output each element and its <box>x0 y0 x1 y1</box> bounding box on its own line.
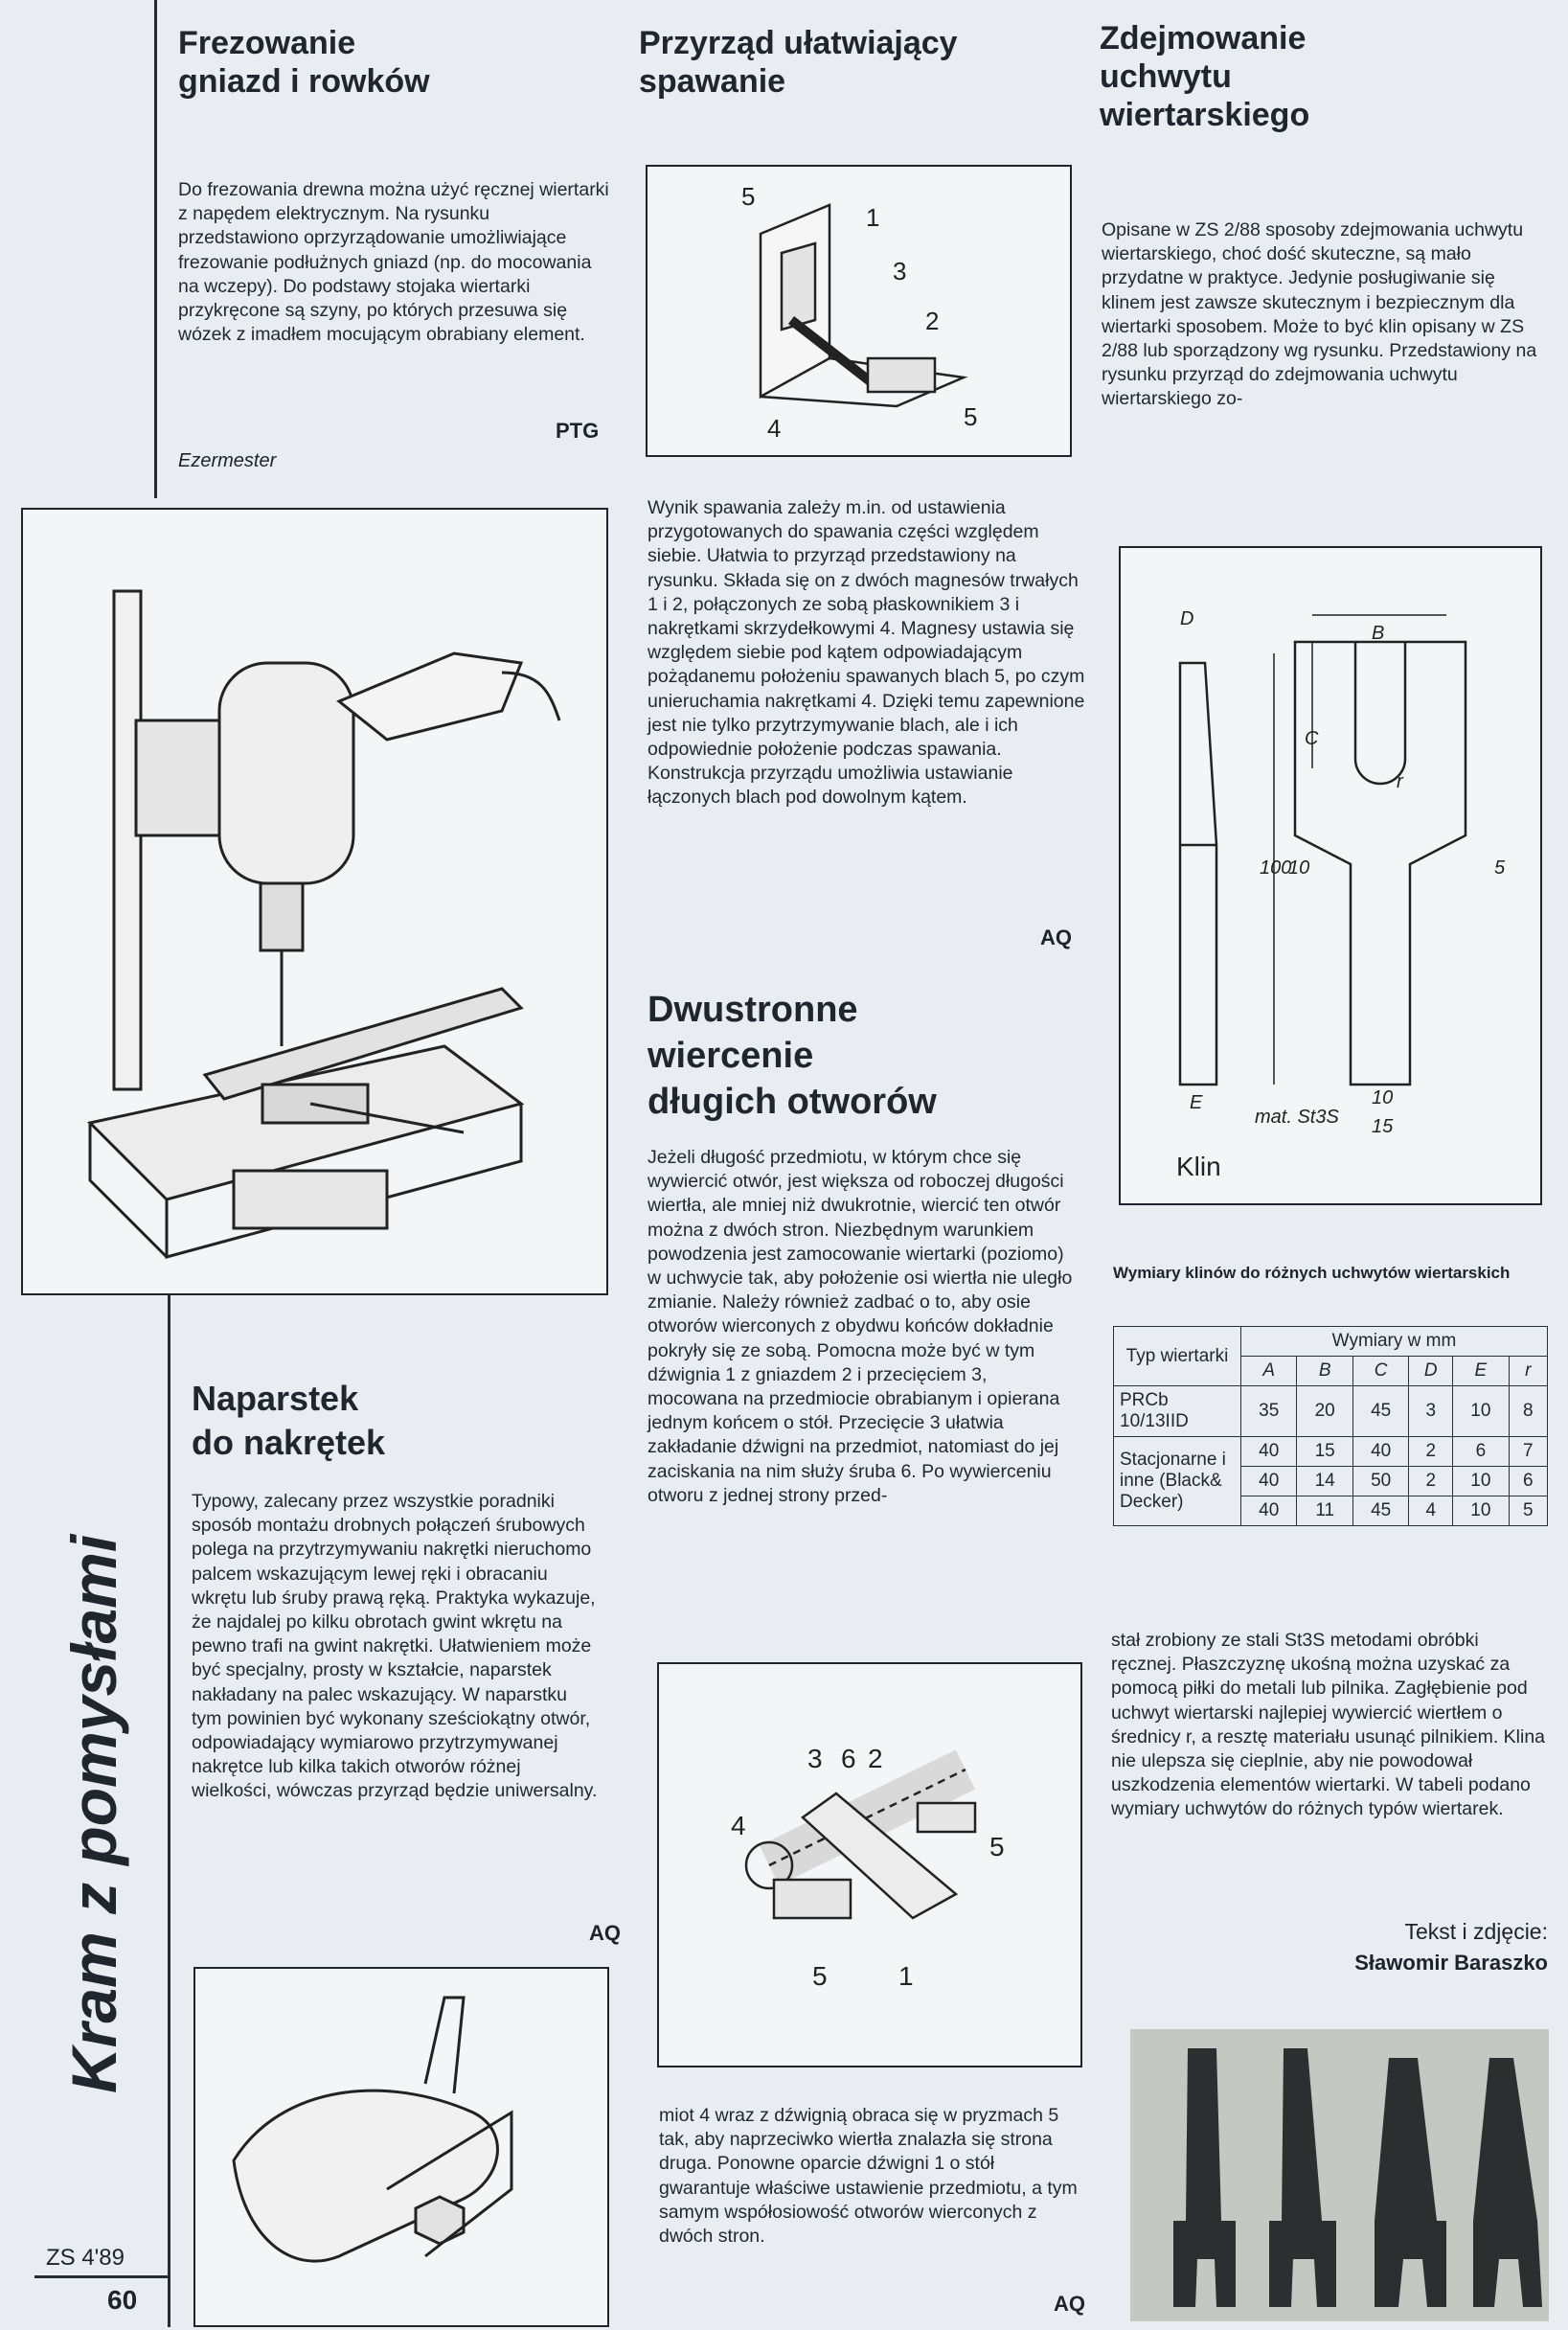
article-title-frezowanie <box>178 24 430 101</box>
signature: PTG <box>556 419 600 443</box>
long-hole-drilling-figure <box>657 1662 1082 2067</box>
drawing-caption: Klin <box>1176 1152 1221 1181</box>
article-title-zdejmowanie <box>1100 19 1309 134</box>
article-body-wiercenie-part1: Jeżeli długość przedmiotu, w którym chce się wywiercić otwór, jest większa od roboczej długości wiertła, ale mniej niż dwukrotnie, wiercić ten otwór można z dwóch stron. Niezbędnym warunkiem powodzenia jest zamocowanie wiertarki (poziomo) w uchwycie tak, aby położenie osi wiertła nie uległo zmianie. Należy również zadbać o to, aby osie otworów wierconych z obydwu końców dokładnie pokryły się ze sobą. Pomocna może być w tym dźwignia 1 z gniazdem 2 i przecięciem 3, mocowana na przedmiocie obrabianym i opierana jednym końcem o stół. Przecięcie 3 ułatwia zakładanie dźwigni na przedmiot, natomiast do jej zaciskania na nim służy śruba 6. Po wywierceniu otworu z jednej strony przed- <box>648 1147 1073 1506</box>
signature: AQ <box>1054 2292 1085 2316</box>
title-line: wiercenie <box>648 1036 814 1076</box>
article-title-wiercenie <box>648 987 937 1125</box>
row-type: PRCb 10/13IID <box>1114 1386 1241 1437</box>
table-caption: Wymiary klinów do różnych uchwytów wiertarskich <box>1113 1264 1511 1282</box>
issue-label: ZS 4'89 <box>46 2245 125 2271</box>
fig-label: 1 <box>866 203 880 232</box>
fig-label: 4 <box>767 414 782 443</box>
cell: 5 <box>1509 1496 1547 1526</box>
cell: 15 <box>1297 1437 1352 1467</box>
article-body-naparstek: Typowy, zalecany przez wszystkie poradniki sposób montażu drobnych połączeń śrubowych polega na przytrzymywaniu nakrętki nieruchomo palcem wskazującym lewej ręki i obracaniu wkrętu lub śruby prawą ręką. Praktyka wykazuje, że najdalej po kilku obrotach gwint wkrętu na pewno trafi na gwint nakrętki. Ułatwieniem może być specjalny, prosty w kształcie, naparstek nakładany na palec wskazujący. W naparstku tym powinien być wykonany sześciokątny otwór, odpowiadający wymiarowo przytrzymywanej nakrętce lub kilka takich otworów różnej wielkości, wówczas przyrząd będzie uniwersalny. <box>192 1491 598 1802</box>
cell: 6 <box>1453 1437 1509 1467</box>
wedge-dimensions-table <box>1113 1326 1548 1526</box>
page-number: 60 <box>107 2285 138 2315</box>
cell: 10 <box>1453 1386 1509 1437</box>
col-header: D <box>1409 1357 1453 1386</box>
wedges-photo-drawing <box>1130 2029 1549 2321</box>
author-name: Sławomir Baraszko <box>1354 1951 1548 1975</box>
drill-stand-drawing <box>23 510 606 1293</box>
title-line: długich otworów <box>648 1082 937 1122</box>
table-row <box>1114 1386 1548 1437</box>
title-line: gniazd i rowków <box>178 63 430 100</box>
cell: 20 <box>1297 1386 1352 1437</box>
fig-label: 1 <box>898 1961 914 1991</box>
fig-label: 3 <box>807 1744 823 1773</box>
cell: 3 <box>1409 1386 1453 1437</box>
title-line: do nakrętek <box>192 1423 386 1462</box>
dim-label: r <box>1397 771 1403 792</box>
column-rule-bottom <box>168 1289 170 2327</box>
cell: 11 <box>1297 1496 1352 1526</box>
wedge-drawing-figure <box>1119 546 1542 1205</box>
section-title: Kram z pomysłami <box>58 1534 129 2093</box>
column-rule-top <box>154 0 157 498</box>
source-label: Ezermester <box>178 450 277 471</box>
cell: 45 <box>1352 1386 1408 1437</box>
title-line: Naparstek <box>192 1379 359 1418</box>
cell: 45 <box>1352 1496 1408 1526</box>
signature: AQ <box>589 1921 621 1945</box>
cell: 40 <box>1241 1496 1297 1526</box>
article-body-zdejmowanie-part1: Opisane w ZS 2/88 sposoby zdejmowania uchwytu wiertarskiego, choć dość skuteczne, są mało przydatne w praktyce. Jedynie posługiwanie się klinem jest zawsze skutecznym i bezpiecznym dla wiertarki sposobem. Może to być klin opisany w ZS 2/88 lub sporządzony wg rysunku. Przedstawiony na rysunku przyrząd do zdejmowania uchwytu wiertarskiego zo- <box>1102 219 1537 410</box>
cell: 4 <box>1409 1496 1453 1526</box>
article-title-spawanie <box>639 24 958 101</box>
credit-line: Tekst i zdjęcie: <box>1404 1919 1548 1944</box>
dim-label: 10 <box>1288 857 1310 879</box>
article-body-wiercenie-part2: miot 4 wraz z dźwignią obraca się w pryzmach 5 tak, aby naprzeciwko wiertła znalazła się strona druga. Ponowne oparcie dźwigni 1 o stół gwarantuje właściwe ustawienie przedmiotu, a tym samym współosiowość otworów wierconych z dwóch stron. <box>659 2105 1078 2248</box>
fig-label: 5 <box>989 1832 1005 1862</box>
cell: 6 <box>1509 1467 1547 1496</box>
dims-header: Wymiary w mm <box>1241 1327 1548 1357</box>
wedge-technical-drawing <box>1121 548 1540 1203</box>
title-line: Przyrząd ułatwiający <box>639 25 958 61</box>
col-header: A <box>1241 1357 1297 1386</box>
fig-label: 5 <box>964 402 978 431</box>
title-line: wiertarskiego <box>1100 97 1310 133</box>
title-line: uchwytu <box>1100 58 1232 95</box>
cell: 40 <box>1352 1437 1408 1467</box>
dim-label: D <box>1180 608 1194 629</box>
cell: 10 <box>1453 1496 1509 1526</box>
table-row <box>1114 1437 1548 1467</box>
wedges-photo <box>1130 2029 1549 2321</box>
dim-label: 5 <box>1494 857 1506 879</box>
material-label: mat. St3S <box>1255 1107 1339 1128</box>
dim-label: C <box>1305 728 1319 749</box>
cell: 2 <box>1409 1437 1453 1467</box>
type-header: Typ wiertarki <box>1114 1327 1241 1386</box>
dim-label: 10 <box>1372 1087 1394 1108</box>
fig-label: 2 <box>925 307 940 335</box>
fig-label: 5 <box>741 182 756 211</box>
footer-rule <box>34 2275 169 2278</box>
col-header: E <box>1453 1357 1509 1386</box>
title-line: spawanie <box>639 63 786 100</box>
cell: 10 <box>1453 1467 1509 1496</box>
dim-label: 15 <box>1372 1116 1394 1137</box>
thimble-drawing <box>195 1969 607 2325</box>
fig-label: 3 <box>893 257 907 286</box>
signature: AQ <box>1040 925 1072 949</box>
cell: 8 <box>1509 1386 1547 1437</box>
article-body-zdejmowanie-part2: stał zrobiony ze stali St3S metodami obróbki ręcznej. Płaszczyznę ukośną można uzyskać za pomocą piłki do metali lub pilnika. Zagłębienie pod uchwyt wiertarski najlepiej wywiercić wiertłem o średnicy r, a resztę materiału usunąć pilnikiem. Klina nie ulepsza się cieplnie, aby nie powodował uszkodzenia elementów wiertarki. W tabeli podano wymiary uchwytów do różnych typów wiertarek. <box>1111 1630 1546 1820</box>
cell: 14 <box>1297 1467 1352 1496</box>
col-header: C <box>1352 1357 1408 1386</box>
welding-jig-figure <box>646 165 1072 457</box>
dim-label: B <box>1372 623 1385 644</box>
title-line: Dwustronne <box>648 990 858 1030</box>
col-header: r <box>1509 1357 1547 1386</box>
title-line: Zdejmowanie <box>1100 20 1307 57</box>
thimble-illustration <box>193 1967 609 2327</box>
welding-jig-drawing <box>648 167 1070 455</box>
cell: 7 <box>1509 1437 1547 1467</box>
cell: 2 <box>1409 1467 1453 1496</box>
cell: 50 <box>1352 1467 1408 1496</box>
fig-label: 2 <box>868 1744 883 1773</box>
drill-stand-illustration <box>21 508 608 1295</box>
fig-label: 6 <box>841 1744 856 1773</box>
row-type: Stacjonarne i inne (Black& Decker) <box>1114 1437 1241 1526</box>
cell: 40 <box>1241 1437 1297 1467</box>
dim-label: E <box>1190 1092 1203 1113</box>
cell: 35 <box>1241 1386 1297 1437</box>
cell: 40 <box>1241 1467 1297 1496</box>
article-body-frezowanie: Do frezowania drewna można użyć ręcznej wiertarki z napędem elektrycznym. Na rysunku przedstawiono oprzyrządowanie umożliwiające frezowanie podłużnych gniazd (np. do mocowania na wczepy). Do podstawy stojaka wiertarki przykręcone są szyny, po których przesuwa się wózek z imadłem mocującym obrabiany element. <box>178 179 609 346</box>
fig-label: 4 <box>731 1811 746 1840</box>
article-title-naparstek <box>192 1377 385 1465</box>
col-header: B <box>1297 1357 1352 1386</box>
drilling-jig-drawing <box>659 1664 1080 2066</box>
title-line: Frezowanie <box>178 25 356 61</box>
article-body-spawanie: Wynik spawania zależy m.in. od ustawienia przygotowanych do spawania części względem siebie. Ułatwia to przyrząd przedstawiony na rysunku. Składa się on z dwóch magnesów trwałych 1 i 2, połączonych ze sobą płaskownikiem 3 i nakrętkami skrzydełkowymi 4. Magnesy ustawia się względem siebie pod kątem odpowiadającym pożądanemu położeniu spawanych blach 5, po czym unieruchamia nakrętkami 4. Dzięki temu zapewnione jest nie tylko przytrzymywanie blach, ale i ich odpowiednie położenie podczas spawania. Konstrukcja przyrządu umożliwia ustawianie łączonych blach pod dowolnym kątem. <box>648 497 1085 809</box>
dim-label: 100 <box>1260 857 1292 879</box>
fig-label: 5 <box>812 1961 828 1991</box>
